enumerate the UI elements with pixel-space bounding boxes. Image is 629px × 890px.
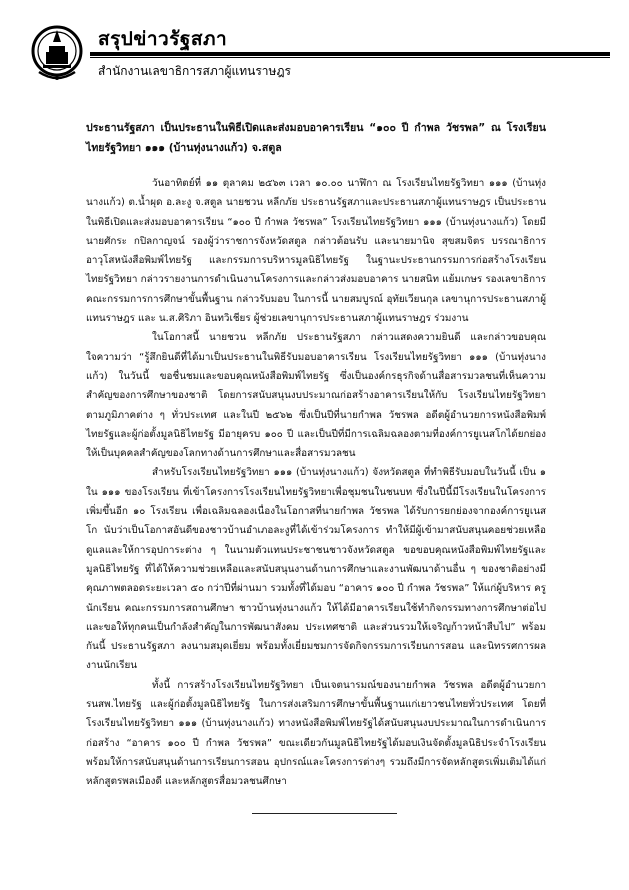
paragraph: สำหรับโรงเรียนไทยรัฐวิทยา ๑๑๑ (บ้านทุ่งนางแก้ว) จังหวัดสตูล ที่ทำพิธีรับมอบในวันนี้ เป็น ๑ ใน ๑๑๑ ของโรงเรียน ที่เข้าโครงการโรงเรียนไทยรัฐวิทยาเพื่อชุมชนในชนบท ซึ่งในปีนี้มีโรงเรียนในโครงการเพิ่มขึ้นอีก ๑๐ โรงเรียน เพื่อเฉลิมฉลองเนื่องในโอกาสที่นายกำพล วัชรพล ได้รับการยกย่องจากองค์การยูเนสโก นับว่าเป็นโอกาสอันดีของชาวบ้านอำเภอละงูที่ได้เข้าร่วมโครงการ ทำให้มีผู้เข้ามาสนับสนุนคอยช่วยเหลือดูแลและให้การอุปการะต่าง ๆ ในนามตัวแทนประชาชนชาวจังหวัดสตูล ขอขอบคุณหนังสือพิมพ์ไทยรัฐและมูลนิธิไทยรัฐ ที่ได้ให้ความช่วยเหลือและสนับสนุนงานด้านการศึกษาและงานพัฒนาด้านอื่น ๆ ของชาติอย่างมีคุณภาพตลอดระยะเวลา ๕๐ กว่าปีที่ผ่านมา รวมทั้งที่ได้มอบ “อาคาร ๑๐๐ ปี กำพล วัชรพล” ให้แก่ผู้บริหาร ครู นักเรียน คณะกรรมการสถานศึกษา ชาวบ้านทุ่งนางแก้ว ให้ได้มีอาคารเรียนใช้ทำกิจกรรมทางการศึกษาต่อไป และขอให้ทุกคนเป็นกำลังสำคัญในการพัฒนาสังคม ประเทศชาติ และส่วนรวมให้เจริญก้าวหน้าสืบไป” พร้อมกันนี้ ประธานรัฐสภา ลงนามสมุดเยี่ยม พร้อมทั้งเยี่ยมชมการจัดกิจกรรมการเรียนการสอน และนิทรรศการผลงานนักเรียน	[86, 467, 546, 672]
paragraph: ในโอกาสนี้ นายชวน หลีกภัย ประธานรัฐสภา กล่าวแสดงความยินดี และกล่าวขอบคุณใจความว่า “รู้สึกยินดีที่ได้มาเป็นประธานในพิธีรับมอบอาคารเรียน โรงเรียนไทยรัฐวิทยา ๑๑๑ (บ้านทุ่งนางแก้ว) ในวันนี้ ขอชื่นชมและขอบคุณหนังสือพิมพ์ไทยรัฐ ซึ่งเป็นองค์กรธุรกิจด้านสื่อสารมวลชนที่เห็นความสำคัญของการศึกษาของชาติ โดยการสนับสนุนงบประมาณก่อสร้างอาคารเรียนให้กับ โรงเรียนไทยรัฐวิทยาตามภูมิภาคต่าง ๆ ทั่วประเทศ และในปี ๒๕๖๒ ซึ่งเป็นปีที่นายกำพล วัชรพล อดีตผู้อำนวยการหนังสือพิมพ์ไทยรัฐและผู้ก่อตั้งมูลนิธิไทยรัฐ มีอายุครบ ๑๐๐ ปี และเป็นปีที่มีการเฉลิมฉลองตามที่องค์การยูเนสโกได้ยกย่องให้เป็นบุคคลสำคัญของโลกทางด้านการศึกษาและสื่อสารมวลชน	[86, 332, 546, 460]
article-headline: ประธานรัฐสภา เป็นประธานในพิธีเปิดและส่งมอบอาคารเรียน “๑๐๐ ปี กำพล วัชรพล” ณ โรงเรียนไทยรัฐวิทยา ๑๑๑ (บ้านทุ่งนางแก้ว) จ.สตูล	[86, 122, 546, 154]
parliament-seal-icon	[31, 22, 83, 84]
letterhead-subtitle: สำนักงานเลขาธิการสภาผู้แทนราษฎร	[98, 64, 291, 78]
letterhead	[20, 22, 610, 92]
end-of-article-rule	[252, 813, 397, 814]
article-body	[86, 118, 546, 792]
paragraph: ทั้งนี้ การสร้างโรงเรียนไทยรัฐวิทยา เป็นเจตนารมณ์ของนายกำพล วัชรพล อดีตผู้อำนวยการนสพ.ไทยรัฐ และผู้ก่อตั้งมูลนิธิไทยรัฐ ในการส่งเสริมการศึกษาขั้นพื้นฐานแก่เยาวชนไทยทั่วประเทศ โดยที่โรงเรียนไทยรัฐวิทยา ๑๑๑ (บ้านทุ่งนางแก้ว) ทางหนังสือพิมพ์ไทยรัฐได้สนับสนุนงบประมาณในการดำเนินการก่อสร้าง “อาคาร ๑๐๐ ปี กำพล วัชรพล” ขณะเดียวกันมูลนิธิไทยรัฐได้มอบเงินจัดตั้งมูลนิธิประจำโรงเรียน พร้อมให้การสนับสนุนด้านการเรียนการสอน อุปกรณ์และโครงการต่างๆ รวมถึงมีการจัดหลักสูตรเพิ่มเติมได้แก่ หลักสูตรพลเมืองดี และหลักสูตรสื่อมวลชนศึกษา	[86, 679, 546, 788]
paragraph: วันอาทิตย์ที่ ๑๑ ตุลาคม ๒๕๖๓ เวลา ๑๐.๐๐ นาฬิกา ณ โรงเรียนไทยรัฐวิทยา ๑๑๑ (บ้านทุ่งนางแก้ว) ต.น้ำผุด อ.ละงู จ.สตูล นายชวน หลีกภัย ประธานรัฐสภาและประธานสภาผู้แทนราษฎร เป็นประธานในพิธีเปิดและส่งมอบอาคารเรียน “๑๐๐ ปี กำพล วัชรพล” โรงเรียนไทยรัฐวิทยา ๑๑๑ (บ้านทุ่งนางแก้ว) โดยมี นายศักระ กปิลกาญจน์ รองผู้ว่าราชการจังหวัดสตูล กล่าวต้อนรับ และนายมานิจ สุขสมจิตร บรรณาธิการอาวุโสหนังสือพิมพ์ไทยรัฐ และกรรมการบริหารมูลนิธิไทยรัฐ ในฐานะประธานกรรมการก่อสร้างโรงเรียนไทยรัฐวิทยา กล่าวรายงานการดำเนินงานโครงการและกล่าวส่งมอบอาคาร นายสนิท แย้มเกษร รองเลขาธิการคณะกรรมการการศึกษาขั้นพื้นฐาน กล่าวรับมอบ ในการนี้ นายสมบูรณ์ อุทัยเวียนกุล เลขานุการประธานสภาผู้แทนราษฎร และ น.ส.ศิริภา อินทวิเชียร ผู้ช่วยเลขานุการประธานสภาผู้แทนราษฎร ร่วมงาน	[86, 178, 546, 325]
letterhead-rule-thin	[90, 57, 610, 58]
letterhead-title: สรุปข่าวรัฐสภา	[98, 28, 228, 50]
letterhead-rule	[90, 52, 610, 56]
